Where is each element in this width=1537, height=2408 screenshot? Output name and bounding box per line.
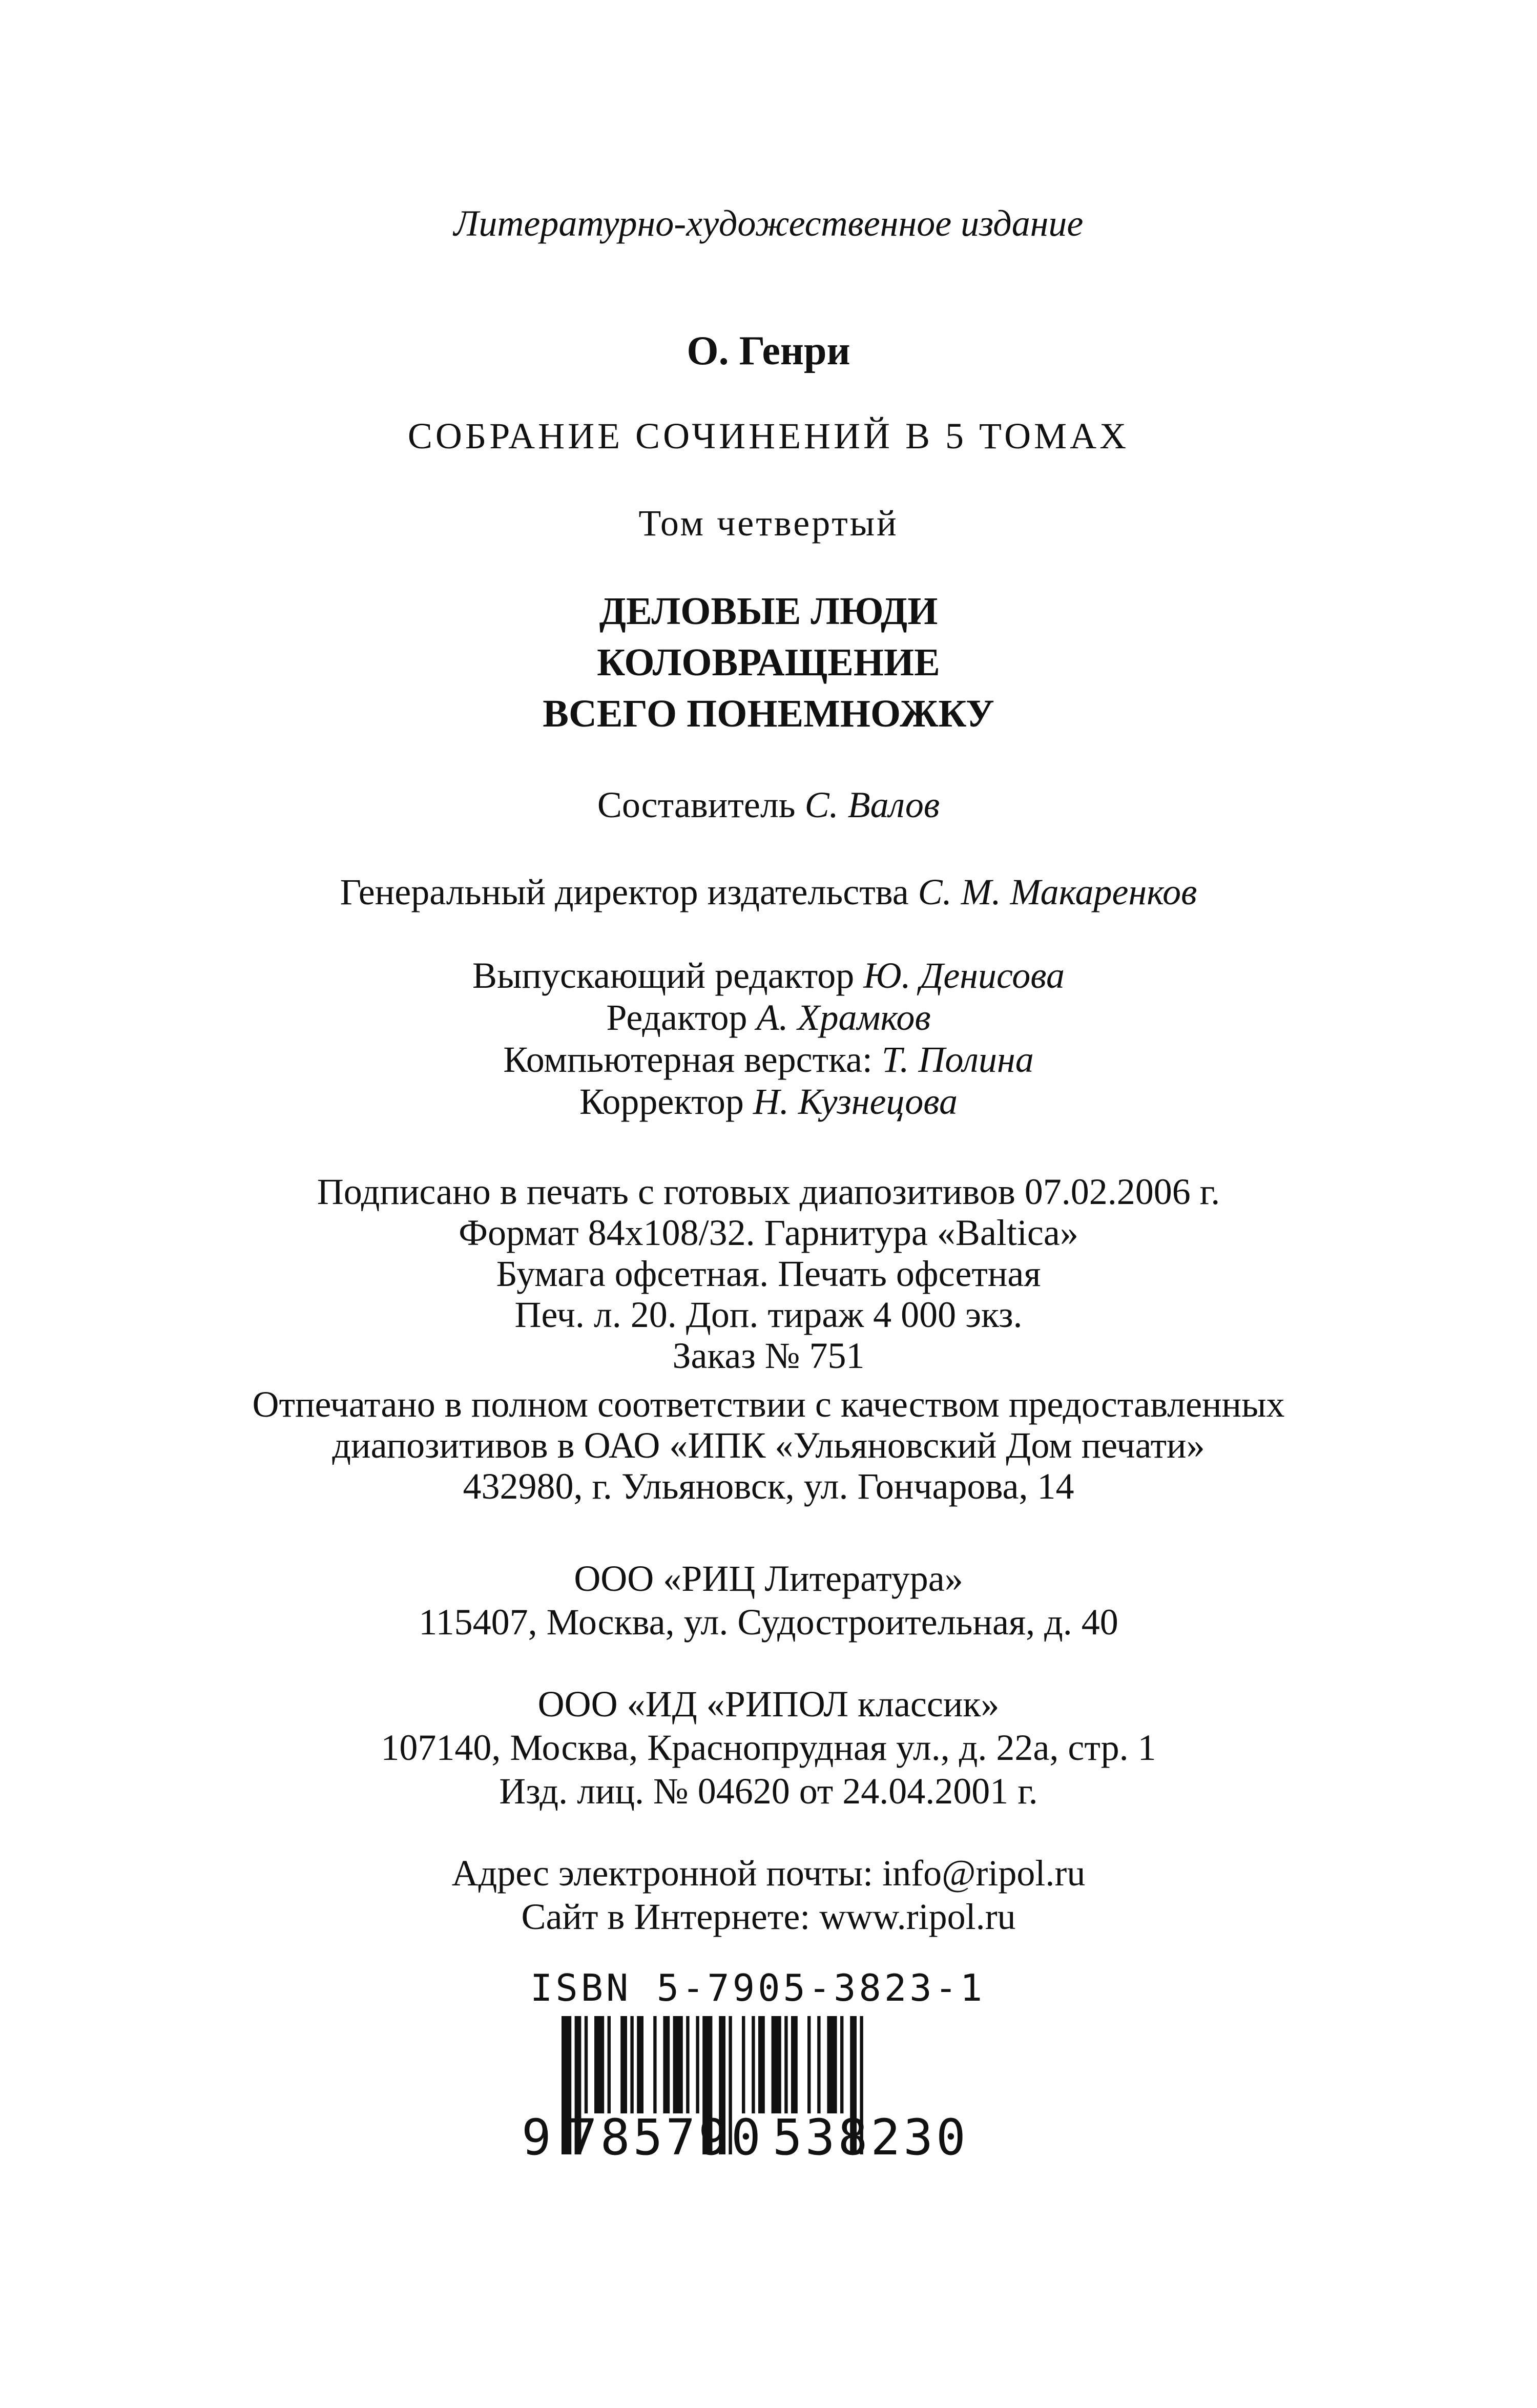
director-label: Генеральный директор издательства	[340, 871, 909, 912]
staff-label: Компьютерная верстка:	[503, 1039, 873, 1080]
print-info-line: Бумага офсетная. Печать офсетная	[496, 1253, 1041, 1294]
email-line: Адрес электронной почты: info@ripol.ru	[451, 1853, 1086, 1894]
printer-info-line: диапозитивов в ОАО «ИПК «Ульяновский Дом печати»	[332, 1425, 1205, 1466]
barcode-lead-digit: 9	[522, 2109, 551, 2160]
staff-line	[0, 957, 1537, 994]
barcode-bar	[594, 2016, 604, 2113]
book-title-2: КОЛОВРАЩЕНИЕ	[597, 641, 940, 684]
book-title-3: ВСЕГО ПОНЕМНОЖКУ	[543, 692, 994, 735]
barcode-digits-right: 538230	[773, 2109, 969, 2160]
barcode-bar	[696, 2016, 699, 2113]
barcode-bar	[784, 2016, 787, 2113]
website-line: Сайт в Интернете: www.ripol.ru	[521, 1896, 1016, 1937]
compiler-name: С. Валов	[804, 784, 940, 825]
barcode-bar	[758, 2016, 765, 2113]
print-info-line: Заказ № 751	[672, 1335, 865, 1376]
volume-label: Том четвертый	[638, 503, 899, 544]
print-info-line: Формат 84x108/32. Гарнитура «Baltica»	[459, 1212, 1078, 1253]
compiler-label: Составитель	[597, 784, 796, 825]
author-name: О. Генри	[687, 328, 850, 373]
barcode-bar	[742, 2016, 745, 2113]
staff-name: А. Храмков	[756, 997, 931, 1038]
barcode-bar	[686, 2016, 689, 2113]
collection-title: СОБРАНИЕ СОЧИНЕНИЙ В 5 ТОМАХ	[407, 416, 1130, 456]
barcode-bar	[827, 2016, 837, 2113]
director-line	[0, 871, 1537, 912]
barcode-bar	[772, 2016, 781, 2113]
print-info-line: Подписано в печать с готовых диапозитивов 07.02.2006 г.	[317, 1171, 1220, 1212]
staff-name: Ю. Денисова	[863, 955, 1065, 996]
print-info-line: Печ. л. 20. Доп. тираж 4 000 экз.	[514, 1294, 1023, 1335]
barcode	[522, 2016, 972, 2160]
staff-label: Редактор	[606, 997, 747, 1038]
barcode-bar	[791, 2016, 798, 2113]
barcode-bar	[752, 2016, 755, 2113]
barcode-bar	[673, 2016, 683, 2113]
publisher-name: ООО «РИЦ Литература»	[574, 1558, 963, 1599]
barcode-digits-left: 785790	[568, 2109, 764, 2160]
barcode-bar	[637, 2016, 643, 2113]
barcode-bar	[663, 2016, 670, 2113]
barcode-bar	[840, 2016, 843, 2113]
publisher-address: 115407, Москва, ул. Судостроительная, д. 40	[419, 1602, 1118, 1643]
publisher-license: Изд. лиц. № 04620 от 24.04.2001 г.	[499, 1771, 1038, 1812]
barcode-bar	[630, 2016, 633, 2113]
staff-name: Т. Полина	[881, 1039, 1034, 1080]
barcode-bar	[620, 2016, 627, 2113]
staff-line	[0, 999, 1537, 1036]
book-title-1: ДЕЛОВЫЕ ЛЮДИ	[599, 590, 938, 633]
barcode-bar	[817, 2016, 820, 2113]
compiler-line	[0, 786, 1537, 823]
barcode-bar	[807, 2016, 811, 2113]
barcode-bar	[585, 2016, 588, 2113]
staff-line	[0, 1083, 1537, 1120]
staff-line	[0, 1041, 1537, 1078]
publisher-address: 107140, Москва, Краснопрудная ул., д. 22а, стр. 1	[381, 1727, 1156, 1768]
barcode-bar	[653, 2016, 656, 2113]
staff-label: Выпускающий редактор	[472, 955, 855, 996]
staff-label: Корректор	[579, 1081, 744, 1122]
director-name: С. М. Макаренков	[918, 871, 1197, 912]
edition-type: Литературно-художественное издание	[453, 203, 1084, 244]
publisher-name: ООО «ИД «РИПОЛ классик»	[537, 1684, 1000, 1725]
staff-name: Н. Кузнецова	[753, 1081, 958, 1122]
isbn-text: ISBN 5-7905-3823-1	[530, 1966, 986, 2009]
barcode-bar	[608, 2016, 611, 2113]
printer-info-line: 432980, г. Ульяновск, ул. Гончарова, 14	[463, 1466, 1074, 1507]
printer-info-line: Отпечатано в полном соответствии с качеством предоставленных	[252, 1384, 1285, 1425]
